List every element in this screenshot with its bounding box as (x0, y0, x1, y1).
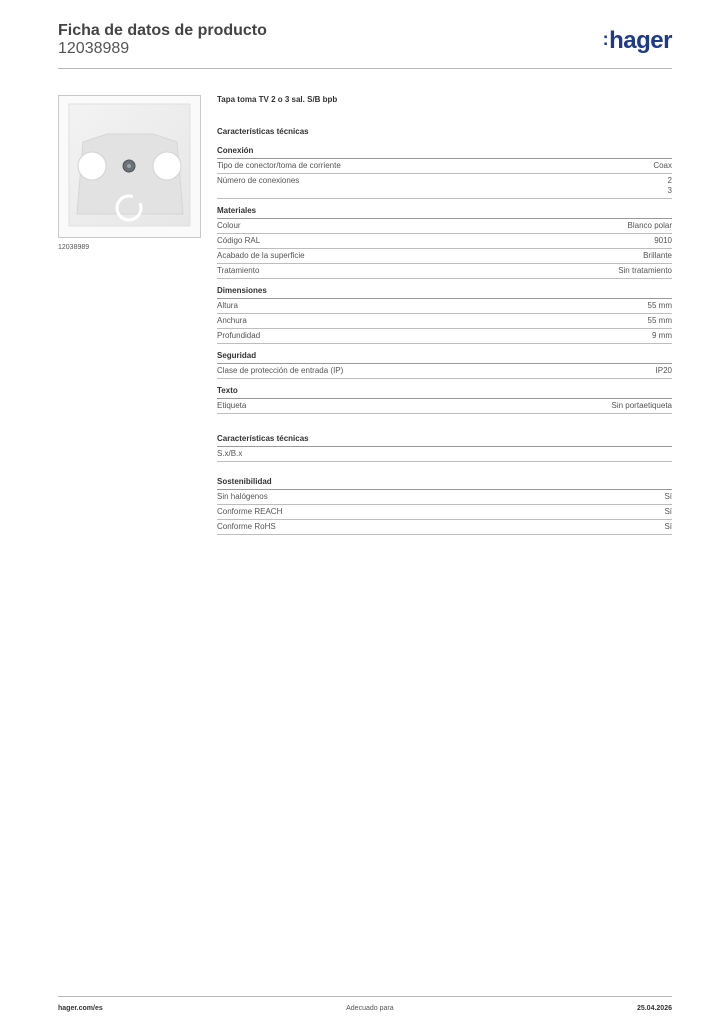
spec-row (217, 490, 672, 505)
spec-section (217, 386, 672, 414)
spec-value (628, 221, 672, 231)
spec-row (217, 329, 672, 344)
spec-value (656, 366, 672, 376)
spec-label: Altura (217, 301, 238, 310)
spec-value-line: Sí (664, 507, 672, 516)
spec-row (217, 299, 672, 314)
spec-label: S.x/B.x (217, 449, 243, 458)
document-header (58, 22, 267, 58)
spec-value (653, 161, 672, 171)
tv-socket-cover-illustration (59, 96, 200, 237)
sustainability-section (217, 477, 672, 535)
footer-website: hager.com/es (58, 1005, 103, 1012)
spec-sections (217, 146, 672, 414)
spec-label: Conforme REACH (217, 507, 283, 516)
spec-label: Etiqueta (217, 401, 247, 410)
technical-characteristics-heading: Características técnicas (217, 127, 309, 136)
spec-row (217, 314, 672, 329)
spec-row (217, 364, 672, 379)
section-title: Sostenibilidad (217, 477, 672, 490)
spec-value-line: 3 (667, 186, 672, 195)
spec-row (217, 174, 672, 199)
spec-row (217, 264, 672, 279)
technical-characteristics-rows (217, 447, 672, 462)
spec-value (664, 492, 672, 502)
spec-value-line: Sin tratamiento (618, 266, 672, 275)
section-title: Texto (217, 386, 672, 399)
spec-value-line: 55 mm (647, 301, 672, 310)
spec-label: Conforme RoHS (217, 522, 276, 531)
spec-value-line: Sin portaetiqueta (611, 401, 672, 410)
spec-value (612, 401, 673, 411)
spec-row (217, 520, 672, 535)
spec-label: Número de conexiones (217, 176, 300, 185)
spec-value (648, 301, 672, 311)
spec-value-line: 2 (667, 176, 672, 185)
header-divider (58, 68, 672, 69)
spec-label: Colour (217, 221, 241, 230)
spec-label: Tratamiento (217, 266, 260, 275)
product-image (58, 95, 201, 238)
spec-value-line: Blanco polar (627, 221, 672, 230)
spec-row (217, 159, 672, 174)
spec-value (664, 507, 672, 517)
technical-characteristics-heading-2: Características técnicas (217, 434, 672, 447)
spec-label: Código RAL (217, 236, 261, 245)
spec-value-line: 9010 (654, 236, 672, 245)
spec-row (217, 505, 672, 520)
spec-section (217, 146, 672, 199)
footer-suitable-for: Adecuado para (346, 1005, 394, 1012)
spec-value-line: Sí (664, 522, 672, 531)
spec-value (668, 176, 672, 196)
section-title: Dimensiones (217, 286, 672, 299)
logo-mark: : (602, 29, 609, 49)
spec-value (654, 236, 672, 246)
section-title: Seguridad (217, 351, 672, 364)
spec-section (217, 351, 672, 379)
spec-value (643, 251, 672, 261)
sustainability-rows (217, 490, 672, 535)
product-title: Tapa toma TV 2 o 3 sal. S/B bpb (217, 95, 338, 104)
spec-section (217, 206, 672, 279)
document-number: 12038989 (58, 40, 130, 57)
spec-value (648, 316, 672, 326)
spec-value-line: Sí (664, 492, 672, 501)
spec-row (217, 399, 672, 414)
spec-value-line: 55 mm (647, 316, 672, 325)
section-title: Conexión (217, 146, 672, 159)
spec-value (652, 331, 672, 341)
spec-label: Sin halógenos (217, 492, 268, 501)
spec-value (618, 266, 672, 276)
spec-label: Clase de protección de entrada (IP) (217, 366, 344, 375)
hager-logo (603, 28, 672, 55)
spec-row (217, 249, 672, 264)
section-title: Materiales (217, 206, 672, 219)
document-title: Ficha de datos de producto (58, 22, 267, 39)
image-caption: 12038989 (58, 244, 90, 251)
product-specs (217, 95, 672, 535)
spec-value (664, 522, 672, 532)
spec-value-line: IP20 (655, 366, 672, 375)
spec-label: Profundidad (217, 331, 261, 340)
spec-value-line: Brillante (643, 251, 672, 260)
page-footer (58, 996, 672, 1012)
logo-text: hager (609, 27, 672, 54)
spec-section (217, 286, 672, 344)
spec-label: Tipo de conector/toma de corriente (217, 161, 341, 170)
spec-value-line: Coax (653, 161, 672, 170)
spec-label: Acabado de la superficie (217, 251, 305, 260)
spec-row (217, 447, 672, 462)
spec-value-line: 9 mm (652, 331, 672, 340)
spec-label: Anchura (217, 316, 247, 325)
footer-date: 25.04.2026 (636, 1005, 672, 1012)
spec-row (217, 219, 672, 234)
spec-row (217, 234, 672, 249)
